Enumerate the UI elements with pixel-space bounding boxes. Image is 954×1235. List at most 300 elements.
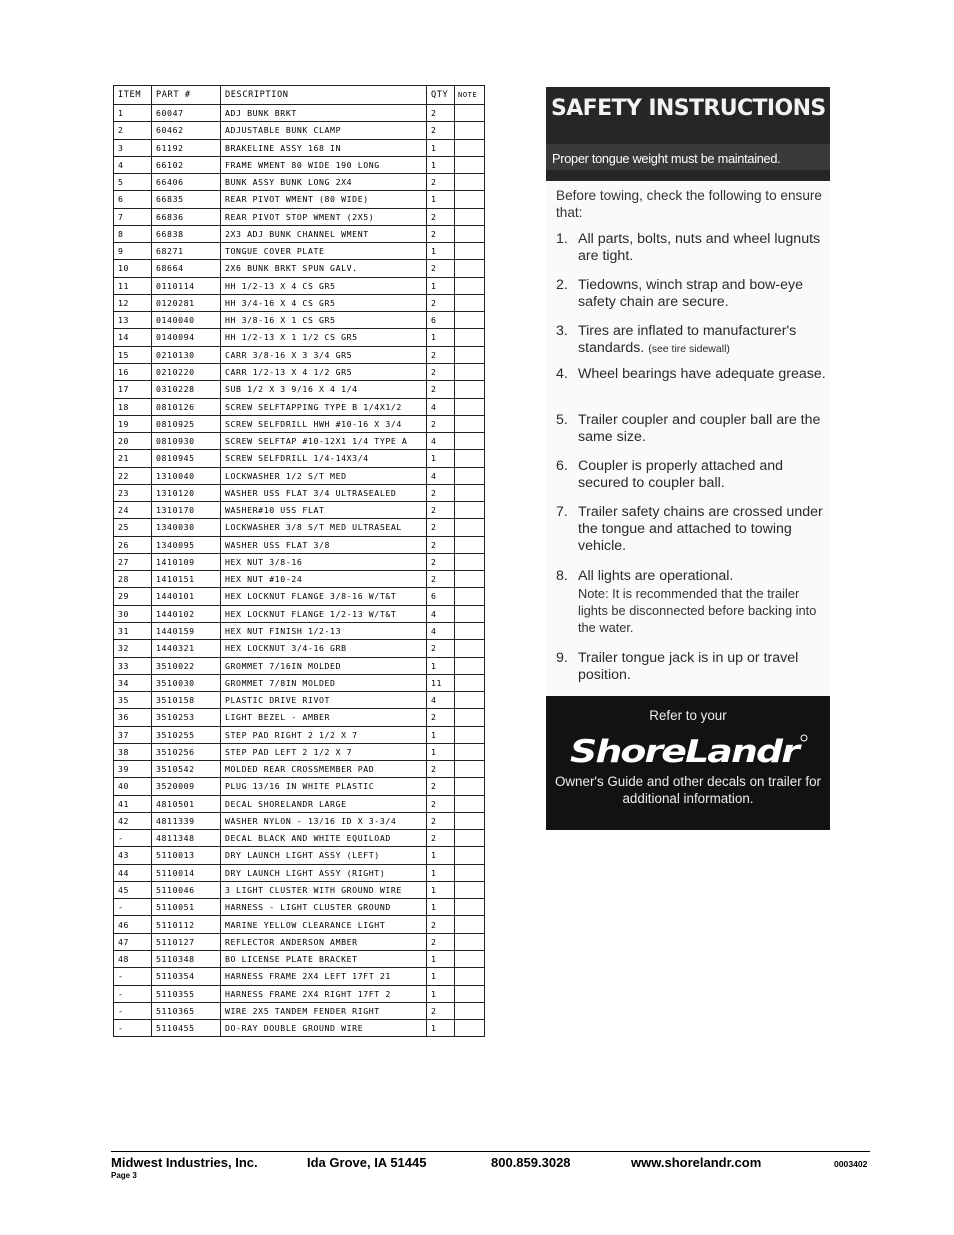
cell-item: 20	[114, 433, 152, 450]
cell-item: 40	[114, 778, 152, 795]
table-row	[114, 726, 485, 743]
cell-description: PLASTIC DRIVE RIVOT	[221, 692, 427, 709]
footer-phone: 800.859.3028	[491, 1155, 571, 1170]
cell-item: 43	[114, 847, 152, 864]
cell-note	[455, 225, 485, 242]
cell-qty: 4	[427, 605, 455, 622]
cell-part-number: 5110014	[152, 864, 221, 881]
table-row	[114, 778, 485, 795]
cell-qty: 4	[427, 467, 455, 484]
cell-note	[455, 605, 485, 622]
cell-note	[455, 847, 485, 864]
cell-part-number: 0140094	[152, 329, 221, 346]
cell-part-number: 66102	[152, 156, 221, 173]
table-row	[114, 139, 485, 156]
cell-part-number: 0810925	[152, 415, 221, 432]
cell-part-number: 1410109	[152, 553, 221, 570]
cell-description: GROMMET 7/8IN MOLDED	[221, 674, 427, 691]
cell-description: SCREW SELFTAP #10-12X1 1/4 TYPE A	[221, 433, 427, 450]
header-part: PART #	[152, 86, 221, 105]
cell-description: HARNESS - LIGHT CLUSTER GROUND	[221, 899, 427, 916]
cell-qty: 1	[427, 329, 455, 346]
cell-description: MOLDED REAR CROSSMEMBER PAD	[221, 761, 427, 778]
cell-description: SUB 1/2 X 3 9/16 X 4 1/4	[221, 381, 427, 398]
table-row	[114, 519, 485, 536]
table-row	[114, 243, 485, 260]
cell-qty: 2	[427, 363, 455, 380]
cell-description: HEX LOCKNUT FLANGE 3/8-16 W/T&T	[221, 588, 427, 605]
cell-note	[455, 105, 485, 122]
cell-note	[455, 519, 485, 536]
cell-part-number: 1440101	[152, 588, 221, 605]
cell-part-number: 1440159	[152, 622, 221, 639]
header-description: DESCRIPTION	[221, 86, 427, 105]
table-row	[114, 916, 485, 933]
cell-note	[455, 864, 485, 881]
safety-item-aside: (see tire sidewall)	[648, 343, 730, 355]
cell-qty: 1	[427, 968, 455, 985]
cell-note	[455, 968, 485, 985]
cell-qty: 6	[427, 312, 455, 329]
cell-part-number: 3510253	[152, 709, 221, 726]
cell-note	[455, 450, 485, 467]
table-row	[114, 571, 485, 588]
cell-part-number: 60462	[152, 122, 221, 139]
cell-part-number: 0140040	[152, 312, 221, 329]
cell-part-number: 1440321	[152, 640, 221, 657]
cell-item: 12	[114, 294, 152, 311]
cell-item: 31	[114, 622, 152, 639]
table-row	[114, 156, 485, 173]
cell-qty: 2	[427, 778, 455, 795]
cell-description: HARNESS FRAME 2X4 RIGHT 17FT 2	[221, 985, 427, 1002]
cell-part-number: 3510030	[152, 674, 221, 691]
safety-item-text: Trailer coupler and coupler ball are the same size.	[578, 412, 821, 445]
cell-item: 8	[114, 225, 152, 242]
cell-part-number: 3520009	[152, 778, 221, 795]
brand-text: Owner's Guide and other decals on trailer for additional information.	[554, 774, 822, 806]
table-row	[114, 467, 485, 484]
cell-note	[455, 951, 485, 968]
cell-item: 4	[114, 156, 152, 173]
table-row	[114, 985, 485, 1002]
cell-note	[455, 726, 485, 743]
cell-qty: 1	[427, 726, 455, 743]
cell-item: 34	[114, 674, 152, 691]
cell-qty: 1	[427, 951, 455, 968]
cell-qty: 2	[427, 381, 455, 398]
cell-item: -	[114, 899, 152, 916]
table-row	[114, 174, 485, 191]
cell-description: DECAL BLACK AND WHITE EQUILOAD	[221, 830, 427, 847]
cell-description: HEX NUT FINISH 1/2-13	[221, 622, 427, 639]
cell-item: 28	[114, 571, 152, 588]
refer-text: Refer to your	[649, 708, 727, 723]
table-row	[114, 1020, 485, 1037]
cell-item: 47	[114, 933, 152, 950]
table-header-row	[114, 86, 485, 105]
cell-note	[455, 830, 485, 847]
cell-item: 9	[114, 243, 152, 260]
safety-item-number: 5.	[556, 412, 568, 428]
cell-qty: 1	[427, 985, 455, 1002]
cell-item: 23	[114, 484, 152, 501]
safety-item-number: 7.	[556, 504, 568, 520]
cell-description: WASHER#10 USS FLAT	[221, 502, 427, 519]
safety-item-text: Trailer safety chains are crossed under the tongue and attached to towing vehicle.	[578, 504, 823, 554]
safety-title: SAFETY INSTRUCTIONS	[551, 96, 826, 121]
header-note: NOTE	[455, 86, 485, 105]
cell-description: WASHER NYLON - 13/16 ID X 3-3/4	[221, 812, 427, 829]
cell-note	[455, 294, 485, 311]
cell-description: LOCKWASHER 1/2 S/T MED	[221, 467, 427, 484]
cell-description: MARINE YELLOW CLEARANCE LIGHT	[221, 916, 427, 933]
cell-part-number: 5110365	[152, 1002, 221, 1019]
cell-description: REAR PIVOT STOP WMENT (2X5)	[221, 208, 427, 225]
cell-part-number: 5110051	[152, 899, 221, 916]
cell-part-number: 0120281	[152, 294, 221, 311]
table-row	[114, 553, 485, 570]
cell-item: 17	[114, 381, 152, 398]
safety-item-number: 9.	[556, 650, 568, 666]
table-row	[114, 588, 485, 605]
cell-description: SCREW SELFTAPPING TYPE B 1/4X1/2	[221, 398, 427, 415]
cell-description: REAR PIVOT WMENT (80 WIDE)	[221, 191, 427, 208]
cell-part-number: 0310228	[152, 381, 221, 398]
cell-note	[455, 260, 485, 277]
table-row	[114, 450, 485, 467]
table-row	[114, 657, 485, 674]
cell-note	[455, 122, 485, 139]
cell-note	[455, 536, 485, 553]
safety-item-text: Tires are inflated to manufacturer's standards. (see tire sidewall)	[578, 323, 797, 356]
cell-qty: 4	[427, 433, 455, 450]
table-row	[114, 864, 485, 881]
cell-item: 15	[114, 346, 152, 363]
cell-item: 35	[114, 692, 152, 709]
cell-note	[455, 899, 485, 916]
table-row	[114, 674, 485, 691]
footer-company: Midwest Industries, Inc.	[111, 1155, 258, 1170]
cell-description: SCREW SELFDRILL 1/4-14X3/4	[221, 450, 427, 467]
cell-item: -	[114, 830, 152, 847]
cell-item: 29	[114, 588, 152, 605]
safety-item-text: All lights are operational. Note: It is recommended that the trailer lights be disconnected before backing into the water.	[578, 568, 826, 636]
cell-part-number: 3510022	[152, 657, 221, 674]
cell-description: WASHER USS FLAT 3/8	[221, 536, 427, 553]
cell-qty: 2	[427, 484, 455, 501]
cell-item: 22	[114, 467, 152, 484]
cell-part-number: 1340030	[152, 519, 221, 536]
cell-note	[455, 243, 485, 260]
safety-item-text: Wheel bearings have adequate grease.	[578, 366, 826, 382]
cell-part-number: 0810126	[152, 398, 221, 415]
cell-note	[455, 502, 485, 519]
cell-qty: 2	[427, 415, 455, 432]
cell-description: STEP PAD RIGHT 2 1/2 X 7	[221, 726, 427, 743]
cell-qty: 2	[427, 571, 455, 588]
cell-note	[455, 346, 485, 363]
cell-part-number: 5110354	[152, 968, 221, 985]
registered-mark	[801, 735, 807, 741]
table-row	[114, 433, 485, 450]
cell-note	[455, 571, 485, 588]
cell-part-number: 66838	[152, 225, 221, 242]
cell-qty: 2	[427, 105, 455, 122]
cell-item: 3	[114, 139, 152, 156]
cell-qty: 2	[427, 640, 455, 657]
table-row	[114, 536, 485, 553]
cell-part-number: 5110112	[152, 916, 221, 933]
cell-qty: 2	[427, 761, 455, 778]
cell-part-number: 1310170	[152, 502, 221, 519]
table-row	[114, 346, 485, 363]
table-row	[114, 363, 485, 380]
cell-description: FRAME WMENT 80 WIDE 190 LONG	[221, 156, 427, 173]
cell-item: -	[114, 1002, 152, 1019]
cell-description: SCREW SELFDRILL HWH #10-16 X 3/4	[221, 415, 427, 432]
cell-qty: 2	[427, 1002, 455, 1019]
table-row	[114, 709, 485, 726]
cell-qty: 1	[427, 881, 455, 898]
cell-part-number: 66406	[152, 174, 221, 191]
table-row	[114, 1002, 485, 1019]
cell-note	[455, 1020, 485, 1037]
shorelandr-logo	[570, 730, 810, 774]
safety-item-number: 3.	[556, 323, 568, 339]
table-row	[114, 830, 485, 847]
cell-part-number: 60047	[152, 105, 221, 122]
table-row	[114, 881, 485, 898]
cell-note	[455, 191, 485, 208]
cell-description: GROMMET 7/16IN MOLDED	[221, 657, 427, 674]
cell-qty: 2	[427, 830, 455, 847]
table-row	[114, 968, 485, 985]
cell-note	[455, 1002, 485, 1019]
cell-item: 39	[114, 761, 152, 778]
cell-note	[455, 156, 485, 173]
table-row	[114, 329, 485, 346]
cell-qty: 2	[427, 502, 455, 519]
cell-item: 30	[114, 605, 152, 622]
cell-description: LIGHT BEZEL - AMBER	[221, 709, 427, 726]
cell-item: 14	[114, 329, 152, 346]
cell-qty: 2	[427, 260, 455, 277]
footer-divider	[111, 1151, 870, 1152]
table-row	[114, 191, 485, 208]
cell-description: HH 3/8-16 X 1 CS GR5	[221, 312, 427, 329]
cell-description: CARR 1/2-13 X 4 1/2 GR5	[221, 363, 427, 380]
cell-part-number: 3510158	[152, 692, 221, 709]
safety-item-text: Coupler is properly attached and secured to coupler ball.	[578, 458, 784, 491]
cell-item: 24	[114, 502, 152, 519]
cell-qty: 2	[427, 225, 455, 242]
cell-description: HARNESS FRAME 2X4 LEFT 17FT 21	[221, 968, 427, 985]
cell-qty: 2	[427, 208, 455, 225]
cell-part-number: 4811348	[152, 830, 221, 847]
safety-item-number: 8.	[556, 568, 568, 584]
table-row	[114, 502, 485, 519]
cell-qty: 1	[427, 139, 455, 156]
cell-description: WIRE 2X5 TANDEM FENDER RIGHT	[221, 1002, 427, 1019]
cell-item: 7	[114, 208, 152, 225]
cell-note	[455, 174, 485, 191]
table-row	[114, 398, 485, 415]
table-row	[114, 622, 485, 639]
table-row	[114, 122, 485, 139]
cell-qty: 1	[427, 156, 455, 173]
footer-doc-code: 0003402	[834, 1159, 868, 1169]
cell-description: 2X3 ADJ BUNK CHANNEL WMENT	[221, 225, 427, 242]
cell-qty: 4	[427, 622, 455, 639]
cell-qty: 2	[427, 519, 455, 536]
cell-note	[455, 363, 485, 380]
cell-part-number: 1410151	[152, 571, 221, 588]
table-row	[114, 415, 485, 432]
cell-qty: 2	[427, 174, 455, 191]
cell-description: HEX NUT #10-24	[221, 571, 427, 588]
safety-item-number: 6.	[556, 458, 568, 474]
table-row	[114, 692, 485, 709]
cell-qty: 1	[427, 243, 455, 260]
cell-part-number: 1340095	[152, 536, 221, 553]
cell-qty: 2	[427, 709, 455, 726]
cell-item: -	[114, 968, 152, 985]
header-item: ITEM	[114, 86, 152, 105]
cell-note	[455, 484, 485, 501]
cell-description: PLUG 13/16 IN WHITE PLASTIC	[221, 778, 427, 795]
footer-location: Ida Grove, IA 51445	[307, 1155, 427, 1170]
cell-note	[455, 812, 485, 829]
safety-intro: Before towing, check the following to ensure that:	[556, 188, 822, 220]
cell-description: STEP PAD LEFT 2 1/2 X 7	[221, 743, 427, 760]
cell-description: LOCKWASHER 3/8 S/T MED ULTRASEAL	[221, 519, 427, 536]
parts-table	[113, 85, 485, 1037]
cell-item: 46	[114, 916, 152, 933]
cell-note	[455, 674, 485, 691]
cell-note	[455, 553, 485, 570]
cell-item: 37	[114, 726, 152, 743]
table-row	[114, 294, 485, 311]
table-row	[114, 484, 485, 501]
table-row	[114, 761, 485, 778]
cell-part-number: 0210220	[152, 363, 221, 380]
cell-note	[455, 881, 485, 898]
cell-note	[455, 933, 485, 950]
cell-description: CARR 3/8-16 X 3 3/4 GR5	[221, 346, 427, 363]
cell-note	[455, 622, 485, 639]
cell-note	[455, 381, 485, 398]
cell-qty: 1	[427, 847, 455, 864]
cell-qty: 2	[427, 536, 455, 553]
cell-item: 33	[114, 657, 152, 674]
cell-item: 38	[114, 743, 152, 760]
cell-qty: 1	[427, 450, 455, 467]
cell-part-number: 5110455	[152, 1020, 221, 1037]
cell-item: 18	[114, 398, 152, 415]
cell-qty: 11	[427, 674, 455, 691]
cell-qty: 1	[427, 191, 455, 208]
safety-item-note: Note: It is recommended that the trailer lights be disconnected before backing into the water.	[578, 586, 817, 635]
cell-part-number: 1310120	[152, 484, 221, 501]
cell-note	[455, 277, 485, 294]
cell-description: BO LICENSE PLATE BRACKET	[221, 951, 427, 968]
cell-description: BRAKELINE ASSY 168 IN	[221, 139, 427, 156]
cell-note	[455, 588, 485, 605]
cell-qty: 1	[427, 1020, 455, 1037]
cell-note	[455, 312, 485, 329]
cell-item: 41	[114, 795, 152, 812]
cell-part-number: 3510542	[152, 761, 221, 778]
cell-description: ADJ BUNK BRKT	[221, 105, 427, 122]
cell-part-number: 61192	[152, 139, 221, 156]
safety-subtitle: Proper tongue weight must be maintained.	[552, 151, 781, 166]
cell-description: HEX NUT 3/8-16	[221, 553, 427, 570]
cell-part-number: 3510255	[152, 726, 221, 743]
cell-qty: 2	[427, 122, 455, 139]
table-row	[114, 225, 485, 242]
cell-item: 48	[114, 951, 152, 968]
cell-part-number: 1440102	[152, 605, 221, 622]
cell-part-number: 5110013	[152, 847, 221, 864]
header-qty: QTY	[427, 86, 455, 105]
cell-qty: 2	[427, 933, 455, 950]
cell-item: 27	[114, 553, 152, 570]
cell-description: DRY LAUNCH LIGHT ASSY (LEFT)	[221, 847, 427, 864]
safety-item-number: 2.	[556, 277, 568, 293]
cell-qty: 2	[427, 916, 455, 933]
table-row	[114, 277, 485, 294]
cell-item: 1	[114, 105, 152, 122]
cell-item: 6	[114, 191, 152, 208]
table-row	[114, 260, 485, 277]
cell-item: 26	[114, 536, 152, 553]
table-row	[114, 312, 485, 329]
cell-part-number: 5110127	[152, 933, 221, 950]
safety-item-text: All parts, bolts, nuts and wheel lugnuts are tight.	[578, 231, 821, 264]
table-row	[114, 605, 485, 622]
cell-part-number: 4810501	[152, 795, 221, 812]
cell-part-number: 0810930	[152, 433, 221, 450]
cell-qty: 1	[427, 657, 455, 674]
cell-part-number: 0210130	[152, 346, 221, 363]
table-row	[114, 847, 485, 864]
cell-part-number: 4811339	[152, 812, 221, 829]
table-row	[114, 933, 485, 950]
cell-item: -	[114, 985, 152, 1002]
cell-description: DRY LAUNCH LIGHT ASSY (RIGHT)	[221, 864, 427, 881]
cell-description: HH 3/4-16 X 4 CS GR5	[221, 294, 427, 311]
cell-part-number: 66836	[152, 208, 221, 225]
cell-part-number: 5110348	[152, 951, 221, 968]
cell-qty: 1	[427, 743, 455, 760]
cell-qty: 4	[427, 692, 455, 709]
cell-note	[455, 208, 485, 225]
cell-item: 10	[114, 260, 152, 277]
cell-item: 42	[114, 812, 152, 829]
cell-item: 21	[114, 450, 152, 467]
cell-description: 3 LIGHT CLUSTER WITH GROUND WIRE	[221, 881, 427, 898]
safety-item-text: Tiedowns, winch strap and bow-eye safety chain are secure.	[578, 277, 804, 310]
safety-item-number: 4.	[556, 366, 568, 382]
cell-note	[455, 329, 485, 346]
safety-instructions-panel	[546, 87, 830, 830]
cell-description: REFLECTOR ANDERSON AMBER	[221, 933, 427, 950]
cell-note	[455, 692, 485, 709]
cell-part-number: 0110114	[152, 277, 221, 294]
cell-note	[455, 467, 485, 484]
cell-part-number: 5110355	[152, 985, 221, 1002]
